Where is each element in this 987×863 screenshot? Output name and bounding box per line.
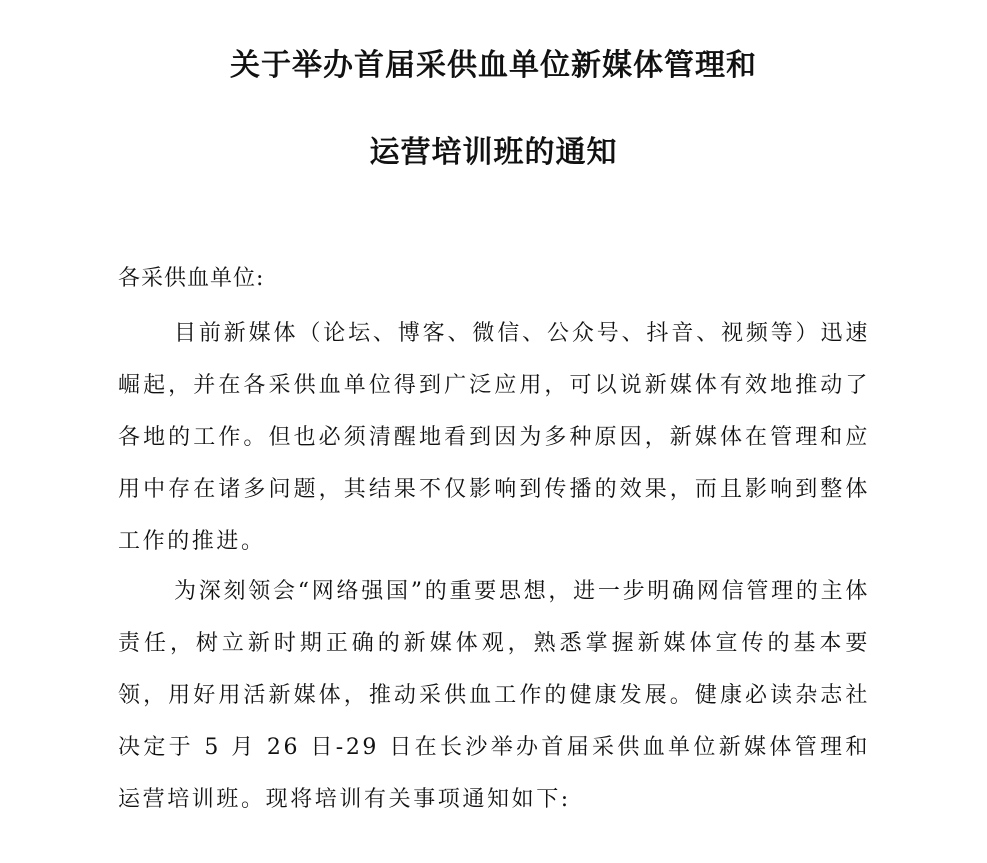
salutation: 各采供血单位: (118, 266, 265, 291)
body-paragraph-2: 为深刻领会“网络强国”的重要思想，进一步明确网信管理的主体责任，树立新时期正确的新媒体观，熟悉掌握新媒体宣传的基本要领，用好用活新媒体，推动采供血工作的健康发展。健康必读杂志社决定于 5 月 26 日-29 日在长沙举办首届采供血单位新媒体管理和运营培训班。现将培训有关事项通知如下: (118, 579, 870, 812)
body-paragraph-1: 目前新媒体（论坛、博客、微信、公众号、抖音、视频等）迅速崛起，并在各采供血单位得到广泛应用，可以说新媒体有效地推动了各地的工作。但也必须清醒地看到因为多种原因，新媒体在管理和应用中存在诸多问题，其结果不仅影响到传播的效果，而且影响到整体工作的推进。 (118, 321, 870, 554)
document-title-line-1: 关于举办首届采供血单位新媒体管理和 (230, 48, 757, 83)
document-title-line-2: 运营培训班的通知 (369, 135, 618, 170)
